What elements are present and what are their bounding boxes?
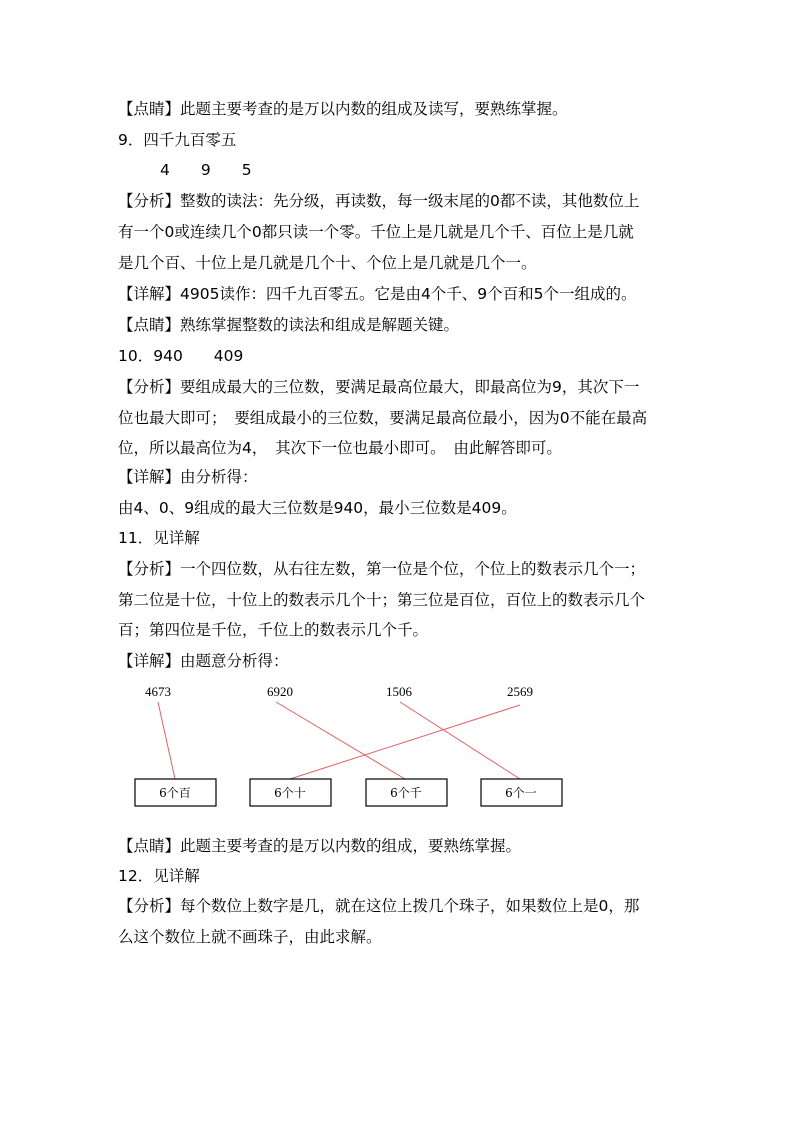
text-line: 百；第四位是千位，千位上的数表示几个千。 <box>118 621 429 639</box>
text-line: 【点睛】熟练掌握整数的读法和组成是解题关键。 <box>118 316 460 334</box>
text-line: 4 9 5 <box>160 161 252 179</box>
connector-line <box>158 702 175 779</box>
text-line: 【详解】由分析得： <box>118 468 258 486</box>
text-line: 位也最大即可； 要组成最小的三位数，要满足最高位最小，因为0不能在最高 <box>118 409 648 427</box>
answer-boxes <box>135 779 562 806</box>
text-line: 有一个0或连续几个0都只读一个零。千位上是几就是几个千、百位上是几就 <box>118 223 634 241</box>
connector-line <box>276 702 405 779</box>
text-line: 【分析】整数的读法：先分级，再读数，每一级末尾的0都不读，其他数位上 <box>118 192 640 210</box>
number-label: 1506 <box>386 684 412 699</box>
number-label: 6920 <box>267 684 293 699</box>
answer-box-label: 6个十 <box>274 786 306 800</box>
text-line: 10．940 409 <box>118 347 244 365</box>
text-line: 么这个数位上就不画珠子，由此求解。 <box>118 928 382 946</box>
text-line: 【点睛】此题主要考查的是万以内数的组成，要熟练掌握。 <box>118 837 522 855</box>
connector-line <box>400 702 520 779</box>
connector-line <box>290 705 520 779</box>
text-line: 12．见详解 <box>118 867 200 885</box>
connector-lines <box>158 702 520 779</box>
answer-box-label: 6个千 <box>390 786 422 800</box>
text-line: 11．见详解 <box>118 529 200 547</box>
number-label: 2569 <box>507 684 533 699</box>
text-line: 【详解】由题意分析得： <box>118 652 289 670</box>
answer-box-label: 6个一 <box>505 786 537 800</box>
answer-box-label: 6个百 <box>159 786 191 800</box>
text-line: 【分析】一个四位数，从右往左数，第一位是个位，个位上的数表示几个一； <box>118 560 646 578</box>
text-line: 【分析】要组成最大的三位数，要满足最高位最大，即最高位为9，其次下一 <box>118 378 640 396</box>
number-label: 4673 <box>145 684 171 699</box>
text-line: 【分析】每个数位上数字是几，就在这位上拨几个珠子，如果数位上是0，那 <box>118 897 640 915</box>
text-line: 第二位是十位，十位上的数表示几个十；第三位是百位，百位上的数表示几个 <box>118 591 646 609</box>
text-line: 9．四千九百零五 <box>118 131 237 149</box>
text-line: 位，所以最高位为4， 其次下一位也最小即可。 由此解答即可。 <box>118 439 562 457</box>
number-labels <box>145 684 533 699</box>
text-line: 由4、0、9组成的最大三位数是940，最小三位数是409。 <box>118 499 517 517</box>
text-line: 【详解】4905读作：四千九百零五。它是由4个千、9个百和5个一组成的。 <box>118 285 637 303</box>
text-line: 【点睛】此题主要考查的是万以内数的组成及读写，要熟练掌握。 <box>118 100 568 118</box>
text-line: 是几个百、十位上是几就是几个十、个位上是几就是几个一。 <box>118 254 537 272</box>
